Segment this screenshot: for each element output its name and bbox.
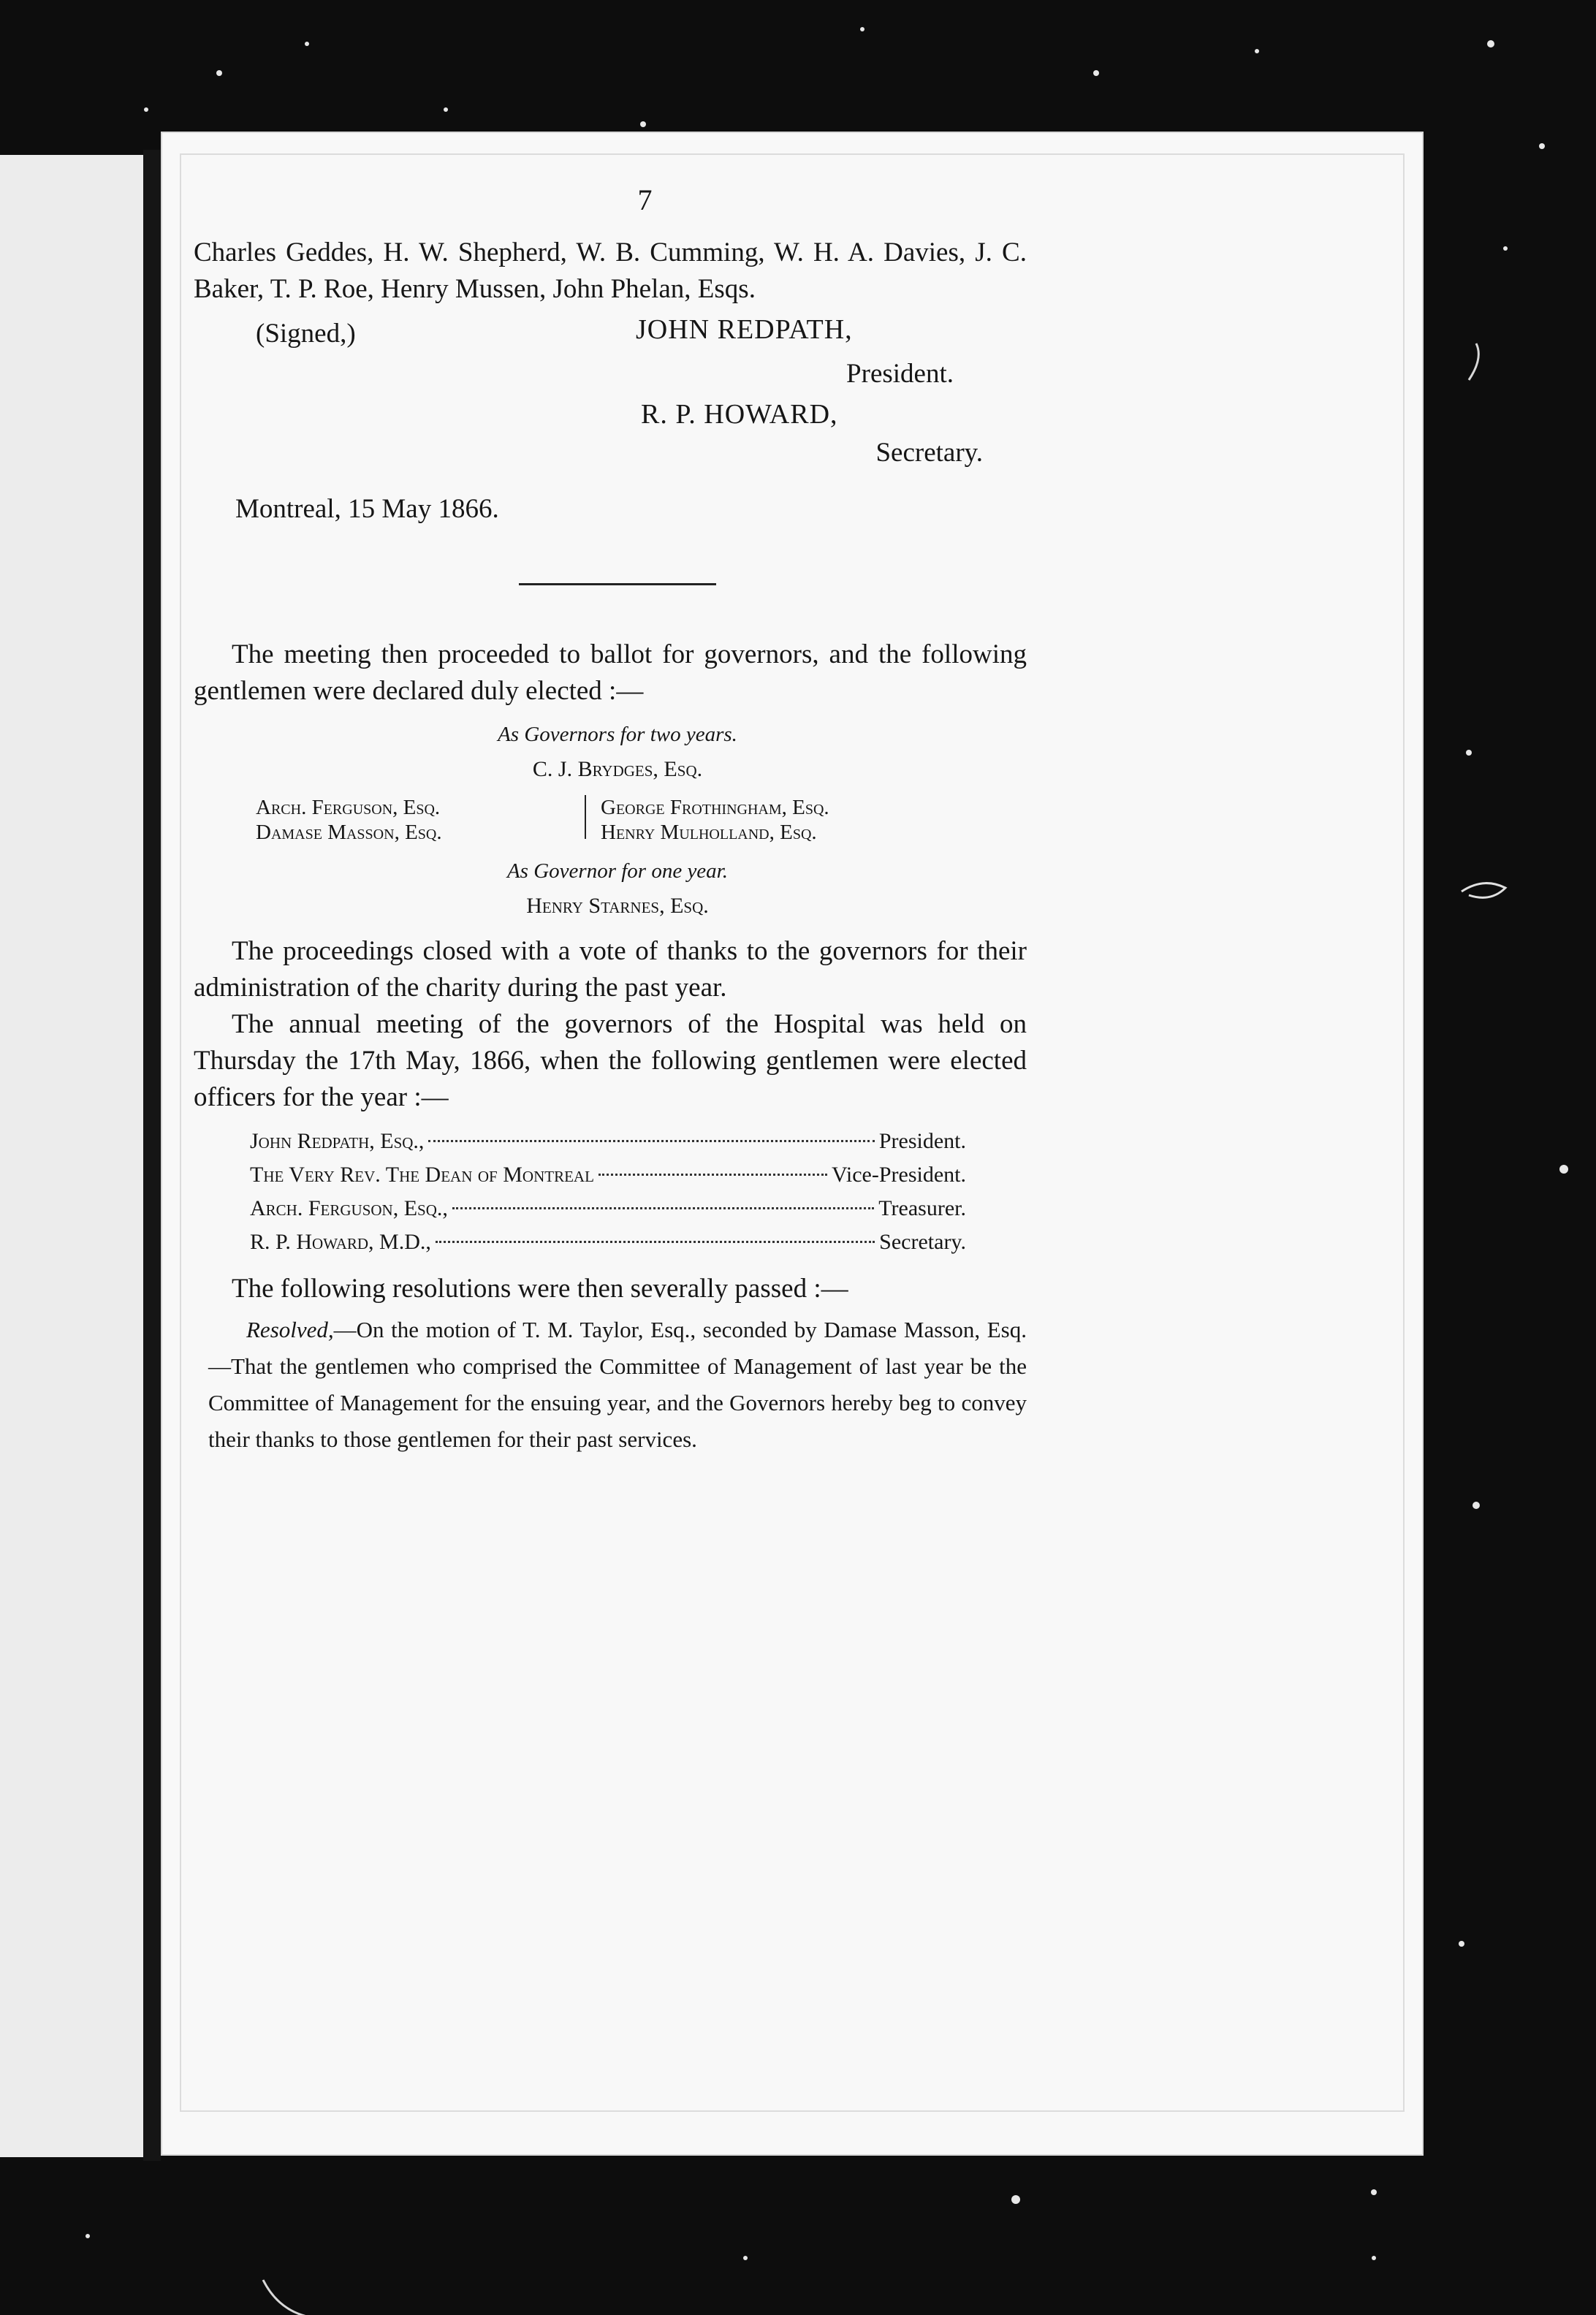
dot-leader xyxy=(598,1174,827,1176)
officer-name: John Redpath, Esq., xyxy=(250,1129,425,1153)
governor-name: Damase Masson, Esq. xyxy=(256,821,442,844)
officer-role: Secretary. xyxy=(879,1230,966,1254)
opening-paragraph: Charles Geddes, H. W. Shepherd, W. B. Cumming, W. H. A. Davies, J. C. Baker, T. P. Roe, Henry Mussen, John Phelan, Esqs. xyxy=(194,237,1027,304)
section-rule xyxy=(519,583,716,585)
officers-list xyxy=(250,1125,966,1259)
dot-leader xyxy=(436,1241,875,1243)
signed-label: (Signed,) xyxy=(256,319,356,349)
dot-leader xyxy=(428,1140,874,1142)
page-number: 7 xyxy=(637,183,653,216)
officer-row xyxy=(250,1125,966,1158)
resolution-paragraph xyxy=(208,1312,1027,1458)
annual-meeting-paragraph: The annual meeting of the governors of the Hospital was held on Thursday the 17th May, 1866, when the following gentlemen were elected officers for the year :— xyxy=(194,1009,1027,1112)
facing-page-edge xyxy=(0,155,146,2157)
resolution-text: —On the motion of T. M. Taylor, Esq., seconded by Damase Masson, Esq.—That the gentlemen who comprised the Committee of Management of last year be the Committee of Management for the ensuing year, and the Governors hereby beg to convey their thanks to those gentlemen for their past services. xyxy=(208,1317,1027,1452)
signature-row-2 xyxy=(194,392,1027,435)
signatory-1-name: JOHN REDPATH, xyxy=(636,314,853,345)
page-content xyxy=(194,183,1027,1458)
governor-one-year-heading: As Governor for one year. xyxy=(506,859,729,883)
officer-row xyxy=(250,1192,966,1225)
officer-name: Arch. Ferguson, Esq., xyxy=(250,1196,448,1220)
place-date: Montreal, 15 May 1866. xyxy=(235,494,499,524)
signature-row xyxy=(194,308,1027,356)
book-spine xyxy=(143,150,161,2161)
signatory-1-title: President. xyxy=(846,359,954,389)
governor-brydges: C. J. Brydges, Esq. xyxy=(532,757,703,781)
proceedings-paragraph: The proceedings closed with a vote of thanks to the governors for their administration of the charity during the past year. xyxy=(194,936,1027,1003)
governor-starnes: Henry Starnes, Esq. xyxy=(526,894,709,918)
officer-role: Treasurer. xyxy=(878,1196,966,1220)
resolutions-intro: The following resolutions were then severally passed :— xyxy=(232,1274,848,1304)
column-divider xyxy=(585,795,586,839)
officer-name: The Very Rev. The Dean of Montreal xyxy=(250,1163,594,1187)
governors-two-years-heading: As Governors for two years. xyxy=(498,723,737,746)
ballot-paragraph: The meeting then proceeded to ballot for governors, and the following gentlemen were declared duly elected :— xyxy=(194,639,1027,706)
officer-name: R. P. Howard, M.D., xyxy=(250,1230,431,1254)
governors-two-columns xyxy=(194,795,1027,845)
signatory-2-title: Secretary. xyxy=(875,438,983,468)
governor-name: Arch. Ferguson, Esq. xyxy=(256,796,441,819)
officer-role: President. xyxy=(878,1129,966,1153)
resolution-label: Resolved, xyxy=(246,1317,334,1342)
officer-row xyxy=(250,1225,966,1259)
governors-left-column xyxy=(194,795,570,845)
signatory-2-name: R. P. HOWARD, xyxy=(641,399,838,430)
governor-name: Henry Mulholland, Esq. xyxy=(601,821,817,844)
dot-leader xyxy=(452,1207,874,1209)
governor-name: George Frothingham, Esq. xyxy=(601,796,829,819)
governors-right-column xyxy=(601,795,1027,845)
officer-role: Vice-President. xyxy=(832,1163,966,1187)
officer-row xyxy=(250,1158,966,1192)
